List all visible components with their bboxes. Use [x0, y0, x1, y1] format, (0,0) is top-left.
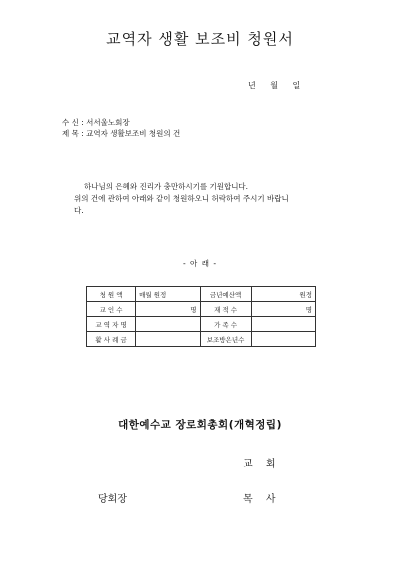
- body-paragraph-line: 위의 건에 관하여 아래와 같이 청원하오니 허락하여 주시기 바랍니: [74, 194, 289, 203]
- table-cell-label: 교 인 수: [87, 302, 136, 317]
- church-line: 교 회: [243, 459, 276, 470]
- body-paragraph-line: 하나님의 은혜와 진리가 충만하시기를 기원합니다.: [84, 182, 249, 191]
- table-cell-value: [251, 317, 315, 332]
- subject-line: 제 목 : 교역자 생활보조비 청원의 건: [62, 129, 181, 138]
- table-row: [87, 287, 316, 302]
- table-cell-label: 교 역 자 명: [87, 317, 136, 332]
- table-cell-value: [136, 332, 200, 347]
- date-line: 년 월 일: [248, 81, 301, 90]
- table-cell-value: [251, 332, 315, 347]
- table-cell-label: 재 적 수: [200, 302, 251, 317]
- organization-name: 대한예수교 장로회총회(개혁정립): [118, 419, 282, 431]
- request-details-table: [86, 286, 316, 347]
- table-cell-value: [136, 317, 200, 332]
- table-cell-value: 명: [251, 302, 315, 317]
- table-cell-label: 활 사 례 금: [87, 332, 136, 347]
- recipient-line: 수 신 : 서서울노회장: [62, 118, 130, 127]
- chairman-label: 당회장: [98, 494, 127, 505]
- table-cell-label: 청 원 액: [87, 287, 136, 302]
- section-heading: - 아 래 -: [182, 259, 218, 268]
- table-cell-label: 보조방은년수: [200, 332, 251, 347]
- pastor-line: 목 사: [243, 494, 276, 505]
- table-row: [87, 302, 316, 317]
- table-cell-value: 원정: [251, 287, 315, 302]
- table-row: [87, 332, 316, 347]
- body-paragraph-line: 다.: [74, 206, 84, 215]
- table-cell-label: 금년예산액: [200, 287, 251, 302]
- table-cell-value: 명: [136, 302, 200, 317]
- table-row: [87, 317, 316, 332]
- table-cell-value: 매월 원정: [136, 287, 200, 302]
- table-cell-label: 가 족 수: [200, 317, 251, 332]
- document-title: 교역자 생활 보조비 청원서: [106, 30, 294, 48]
